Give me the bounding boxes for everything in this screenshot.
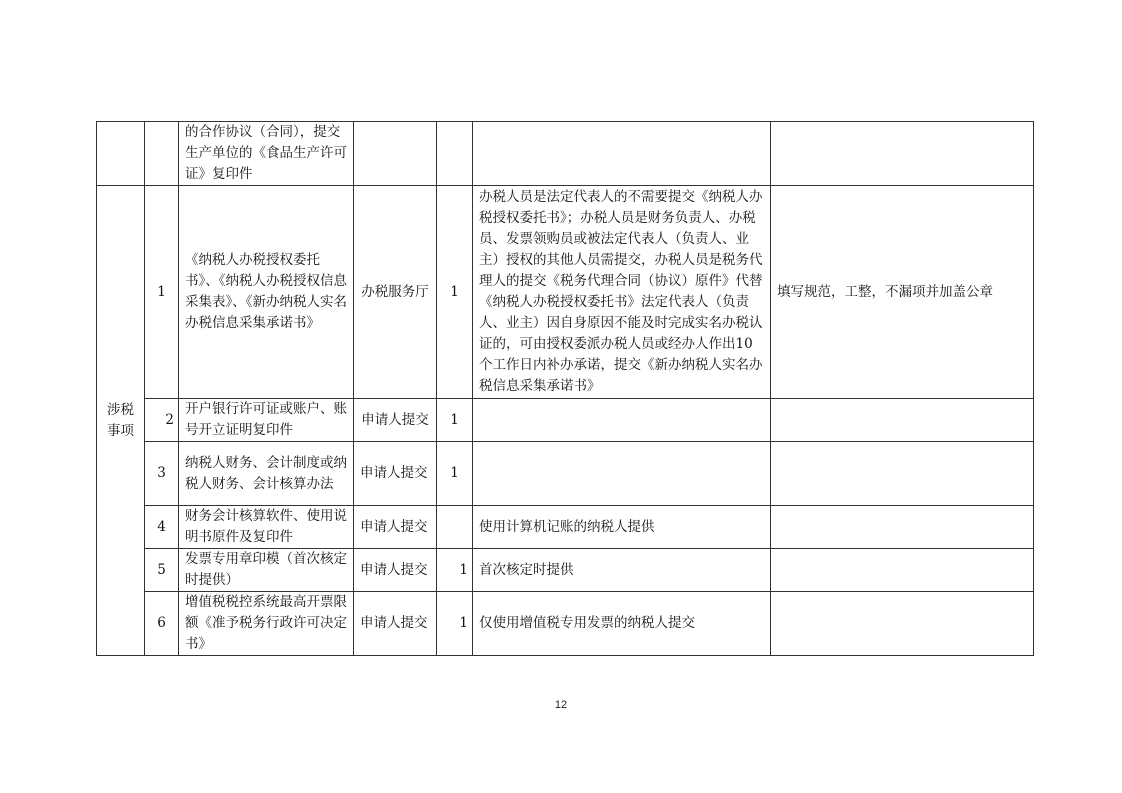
count-cell-continuation <box>437 122 473 186</box>
materials-table <box>96 121 1034 656</box>
table-row <box>97 442 1034 506</box>
count-cell: 1 <box>437 442 473 506</box>
material-cell: 纳税人财务、会计制度或纳税人财务、会计核算办法 <box>179 442 354 506</box>
material-cell: 发票专用章印模（首次核定时提供） <box>179 549 354 592</box>
table-row <box>97 399 1034 442</box>
requirement-cell: 填写规范，工整，不漏项并加盖公章 <box>771 186 1034 399</box>
remark-cell: 仅使用增值税专用发票的纳税人提交 <box>473 592 771 656</box>
row-index: 5 <box>145 549 179 592</box>
source-cell: 办税服务厅 <box>354 186 437 399</box>
requirement-cell-continuation <box>771 122 1034 186</box>
index-cell-continuation <box>145 122 179 186</box>
category-cell: 涉税事项 <box>97 186 145 656</box>
table-row <box>97 549 1034 592</box>
source-cell: 申请人提交 <box>354 442 437 506</box>
table-row <box>97 186 1034 399</box>
source-cell: 申请人提交 <box>354 506 437 549</box>
requirement-cell <box>771 442 1034 506</box>
requirement-cell <box>771 592 1034 656</box>
row-index: 3 <box>145 442 179 506</box>
row-index: 4 <box>145 506 179 549</box>
material-cell-continuation: 的合作协议（合同），提交生产单位的《食品生产许可证》复印件 <box>179 122 354 186</box>
remark-cell: 首次核定时提供 <box>473 549 771 592</box>
source-cell: 申请人提交 <box>354 399 437 442</box>
count-cell: 1 <box>437 592 473 656</box>
source-cell: 申请人提交 <box>354 592 437 656</box>
table-row-continuation <box>97 122 1034 186</box>
count-cell: 1 <box>437 186 473 399</box>
remark-cell <box>473 442 771 506</box>
material-cell: 《纳税人办税授权委托书》、《纳税人办税授权信息采集表》、《新办纳税人实名办税信息采集承诺书》 <box>179 186 354 399</box>
row-index: 2 <box>145 399 179 442</box>
row-index: 6 <box>145 592 179 656</box>
remark-cell <box>473 399 771 442</box>
count-cell: 1 <box>437 399 473 442</box>
material-cell: 增值税税控系统最高开票限额《准予税务行政许可决定书》 <box>179 592 354 656</box>
requirement-cell <box>771 549 1034 592</box>
material-cell: 财务会计核算软件、使用说明书原件及复印件 <box>179 506 354 549</box>
count-cell <box>437 506 473 549</box>
material-cell: 开户银行许可证或账户、账号开立证明复印件 <box>179 399 354 442</box>
requirement-cell <box>771 399 1034 442</box>
remark-cell-continuation <box>473 122 771 186</box>
row-index: 1 <box>145 186 179 399</box>
source-cell: 申请人提交 <box>354 549 437 592</box>
remark-cell: 办税人员是法定代表人的不需要提交《纳税人办税授权委托书》；办税人员是财务负责人、办税员、发票领购员或被法定代表人（负责人、业主）授权的其他人员需提交，办税人员是税务代理人的提交《税务代理合同（协议）原件》代替《纳税人办税授权委托书》法定代表人（负责人、业主）因自身原因不能及时完成实名办税认证的，可由授权委派办税人员或经办人作出10个工作日内补办承诺，提交《新办纳税人实名办税信息采集承诺书》 <box>473 186 771 399</box>
source-cell-continuation <box>354 122 437 186</box>
requirement-cell <box>771 506 1034 549</box>
remark-cell: 使用计算机记账的纳税人提供 <box>473 506 771 549</box>
category-cell-continuation <box>97 122 145 186</box>
count-cell: 1 <box>437 549 473 592</box>
table-row <box>97 592 1034 656</box>
page-number: 12 <box>554 699 568 711</box>
table-row <box>97 506 1034 549</box>
